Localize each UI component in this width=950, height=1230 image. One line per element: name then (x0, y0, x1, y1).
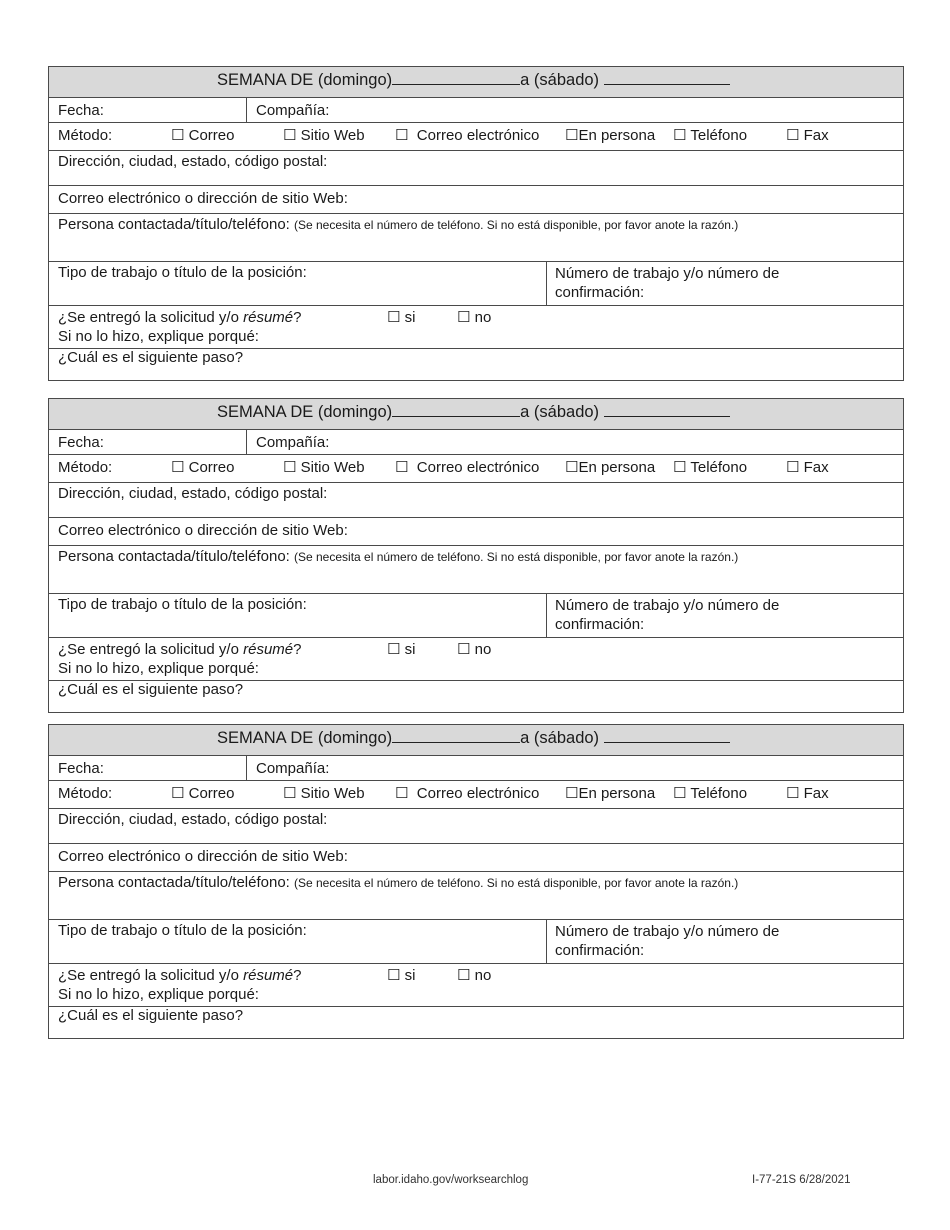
contact-field[interactable] (58, 548, 738, 565)
checkbox-icon[interactable]: ☐ (283, 459, 297, 476)
sunday-date-blank[interactable] (392, 402, 520, 417)
method-phone-checkbox[interactable] (673, 784, 747, 802)
divider (246, 98, 247, 122)
application-yes-checkbox[interactable] (387, 308, 415, 326)
contact-label: Persona contactada/título/teléfono: (58, 548, 290, 565)
method-email-checkbox[interactable] (395, 458, 539, 476)
to-saturday-label: a (sábado) (520, 729, 600, 747)
divider (546, 594, 547, 637)
method-website-checkbox[interactable] (283, 458, 365, 476)
company-field[interactable]: Compañía: (256, 102, 330, 119)
method-email-checkbox[interactable] (395, 126, 539, 144)
no-label: no (474, 641, 492, 658)
saturday-date-blank[interactable] (604, 70, 730, 85)
method-email-checkbox[interactable] (395, 784, 539, 802)
date-field[interactable]: Fecha: (58, 760, 104, 777)
job-number-field[interactable]: Número de trabajo y/o número de confirmación: (555, 923, 780, 959)
checkbox-icon[interactable]: ☐ (673, 127, 687, 144)
saturday-date-blank[interactable] (604, 728, 730, 743)
address-row (49, 482, 903, 517)
checkbox-icon[interactable]: ☐ (565, 785, 579, 802)
week-of-label: SEMANA DE (domingo) (217, 403, 393, 421)
method-phone-label: Teléfono (690, 459, 748, 476)
yes-label: si (404, 309, 416, 326)
checkbox-icon[interactable]: ☐ (171, 127, 185, 144)
email-website-row (49, 517, 903, 545)
method-website-label: Sitio Web (300, 127, 365, 144)
week-of-label: SEMANA DE (domingo) (217, 729, 393, 747)
application-row (49, 637, 903, 680)
method-in-person-checkbox[interactable] (565, 784, 655, 802)
address-field[interactable]: Dirección, ciudad, estado, código postal: (58, 485, 328, 502)
yes-label: si (404, 967, 416, 984)
checkbox-icon[interactable]: ☐ (395, 785, 409, 802)
method-fax-label: Fax (803, 785, 829, 802)
method-phone-label: Teléfono (690, 127, 748, 144)
method-phone-checkbox[interactable] (673, 126, 747, 144)
address-row (49, 808, 903, 843)
checkbox-icon[interactable]: ☐ (387, 641, 401, 658)
checkbox-icon[interactable]: ☐ (457, 641, 471, 658)
company-field[interactable]: Compañía: (256, 760, 330, 777)
saturday-date-blank[interactable] (604, 402, 730, 417)
date-field[interactable]: Fecha: (58, 434, 104, 451)
checkbox-icon[interactable]: ☐ (395, 459, 409, 476)
application-yes-checkbox[interactable] (387, 640, 415, 658)
next-step-field[interactable]: ¿Cuál es el siguiente paso? (58, 349, 244, 366)
application-question: ¿Se entregó la solicitud y/o résumé? (58, 641, 302, 658)
method-fax-label: Fax (803, 127, 829, 144)
contact-label: Persona contactada/título/teléfono: (58, 874, 290, 891)
contact-row (49, 545, 903, 593)
job-contact-entry (48, 398, 904, 713)
method-row (49, 780, 903, 808)
divider (546, 920, 547, 963)
checkbox-icon[interactable]: ☐ (565, 459, 579, 476)
no-label: no (474, 309, 492, 326)
method-in-person-checkbox[interactable] (565, 458, 655, 476)
next-step-field[interactable]: ¿Cuál es el siguiente paso? (58, 1007, 244, 1024)
job-title-field[interactable]: Tipo de trabajo o título de la posición: (58, 922, 307, 939)
date-field[interactable]: Fecha: (58, 102, 104, 119)
application-question: ¿Se entregó la solicitud y/o résumé? (58, 309, 302, 326)
checkbox-icon[interactable]: ☐ (457, 309, 471, 326)
address-field[interactable]: Dirección, ciudad, estado, código postal: (58, 811, 328, 828)
method-label: Método: (58, 127, 113, 144)
method-in-person-label: En persona (578, 459, 656, 476)
application-yes-checkbox[interactable] (387, 966, 415, 984)
method-in-person-label: En persona (578, 785, 656, 802)
method-phone-checkbox[interactable] (673, 458, 747, 476)
week-header (49, 67, 903, 97)
method-fax-label: Fax (803, 459, 829, 476)
contact-note: (Se necesita el número de teléfono. Si no está disponible, por favor anote la razón.) (294, 550, 739, 564)
email-website-row (49, 843, 903, 871)
method-row (49, 454, 903, 482)
method-website-checkbox[interactable] (283, 784, 365, 802)
job-title-field[interactable]: Tipo de trabajo o título de la posición: (58, 264, 307, 281)
email-website-row (49, 185, 903, 213)
job-row (49, 261, 903, 305)
checkbox-icon[interactable]: ☐ (283, 127, 297, 144)
checkbox-icon[interactable]: ☐ (387, 309, 401, 326)
date-company-row (49, 429, 903, 454)
method-mail-checkbox[interactable] (171, 784, 234, 802)
no-label: no (474, 967, 492, 984)
checkbox-icon[interactable]: ☐ (171, 785, 185, 802)
contact-note: (Se necesita el número de teléfono. Si no está disponible, por favor anote la razón.) (294, 218, 739, 232)
contact-row (49, 871, 903, 919)
email-website-field[interactable]: Correo electrónico o dirección de sitio Web: (58, 522, 348, 539)
method-mail-label: Correo (188, 127, 235, 144)
address-row (49, 150, 903, 185)
next-step-row (49, 1006, 903, 1038)
date-company-row (49, 755, 903, 780)
address-field[interactable]: Dirección, ciudad, estado, código postal: (58, 153, 328, 170)
explain-field[interactable]: Si no lo hizo, explique porqué: (58, 660, 259, 677)
next-step-field[interactable]: ¿Cuál es el siguiente paso? (58, 681, 244, 698)
email-website-field[interactable]: Correo electrónico o dirección de sitio Web: (58, 190, 348, 207)
to-saturday-label: a (sábado) (520, 403, 600, 421)
explain-field[interactable]: Si no lo hizo, explique porqué: (58, 986, 259, 1003)
job-number-field[interactable]: Número de trabajo y/o número de confirmación: (555, 265, 780, 301)
checkbox-icon[interactable]: ☐ (565, 127, 579, 144)
week-header (49, 399, 903, 429)
job-row (49, 919, 903, 963)
yes-label: si (404, 641, 416, 658)
method-in-person-label: En persona (578, 127, 656, 144)
job-row (49, 593, 903, 637)
sunday-date-blank[interactable] (392, 728, 520, 743)
method-mail-label: Correo (188, 785, 235, 802)
checkbox-icon[interactable]: ☐ (283, 785, 297, 802)
application-row (49, 305, 903, 348)
checkbox-icon[interactable]: ☐ (786, 127, 800, 144)
method-fax-checkbox[interactable] (786, 784, 829, 802)
divider (546, 262, 547, 305)
application-no-checkbox[interactable] (457, 966, 491, 984)
week-header (49, 725, 903, 755)
method-row (49, 122, 903, 150)
checkbox-icon[interactable]: ☐ (786, 459, 800, 476)
contact-field[interactable] (58, 216, 738, 233)
email-website-field[interactable]: Correo electrónico o dirección de sitio Web: (58, 848, 348, 865)
week-of-label: SEMANA DE (domingo) (217, 71, 393, 89)
contact-label: Persona contactada/título/teléfono: (58, 216, 290, 233)
divider (246, 756, 247, 780)
checkbox-icon[interactable]: ☐ (395, 127, 409, 144)
next-step-row (49, 348, 903, 380)
method-fax-checkbox[interactable] (786, 458, 829, 476)
contact-note: (Se necesita el número de teléfono. Si no está disponible, por favor anote la razón.) (294, 876, 739, 890)
method-email-label: Correo electrónico (416, 127, 540, 144)
checkbox-icon[interactable]: ☐ (457, 967, 471, 984)
method-website-label: Sitio Web (300, 459, 365, 476)
method-mail-checkbox[interactable] (171, 126, 234, 144)
job-number-field[interactable]: Número de trabajo y/o número de confirmación: (555, 597, 780, 633)
job-contact-entry (48, 66, 904, 381)
method-label: Método: (58, 459, 113, 476)
method-mail-label: Correo (188, 459, 235, 476)
checkbox-icon[interactable]: ☐ (673, 459, 687, 476)
checkbox-icon[interactable]: ☐ (171, 459, 185, 476)
method-email-label: Correo electrónico (416, 785, 540, 802)
contact-field[interactable] (58, 874, 738, 891)
sunday-date-blank[interactable] (392, 70, 520, 85)
footer-form-id: I-77-21S 6/28/2021 (752, 1174, 851, 1186)
explain-field[interactable]: Si no lo hizo, explique porqué: (58, 328, 259, 345)
to-saturday-label: a (sábado) (520, 71, 600, 89)
company-field[interactable]: Compañía: (256, 434, 330, 451)
method-label: Método: (58, 785, 113, 802)
job-title-field[interactable]: Tipo de trabajo o título de la posición: (58, 596, 307, 613)
divider (246, 430, 247, 454)
date-company-row (49, 97, 903, 122)
footer-url[interactable]: labor.idaho.gov/worksearchlog (373, 1174, 529, 1186)
checkbox-icon[interactable]: ☐ (786, 785, 800, 802)
method-website-label: Sitio Web (300, 785, 365, 802)
method-mail-checkbox[interactable] (171, 458, 234, 476)
next-step-row (49, 680, 903, 712)
job-contact-entry (48, 724, 904, 1039)
application-no-checkbox[interactable] (457, 308, 491, 326)
checkbox-icon[interactable]: ☐ (673, 785, 687, 802)
application-question: ¿Se entregó la solicitud y/o résumé? (58, 967, 302, 984)
application-no-checkbox[interactable] (457, 640, 491, 658)
application-row (49, 963, 903, 1006)
method-in-person-checkbox[interactable] (565, 126, 655, 144)
method-website-checkbox[interactable] (283, 126, 365, 144)
method-phone-label: Teléfono (690, 785, 748, 802)
method-email-label: Correo electrónico (416, 459, 540, 476)
contact-row (49, 213, 903, 261)
checkbox-icon[interactable]: ☐ (387, 967, 401, 984)
method-fax-checkbox[interactable] (786, 126, 829, 144)
